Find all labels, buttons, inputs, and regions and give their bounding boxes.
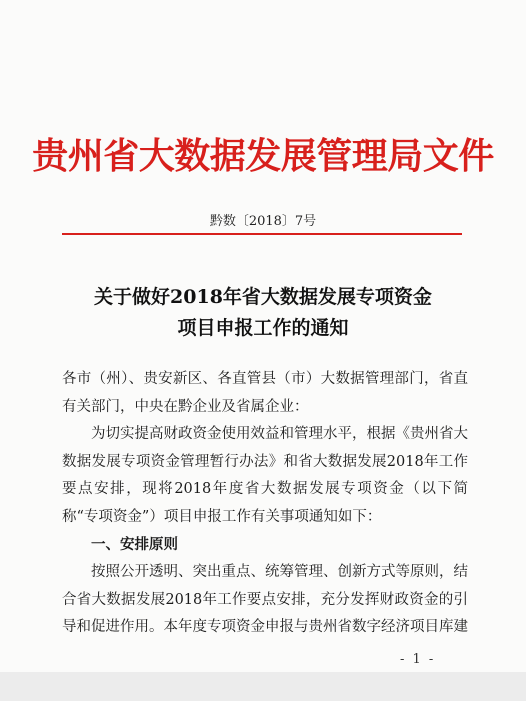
paragraph-2: 按照公开透明、突出重点、统筹管理、创新方式等原则，结合省大数据发展2018年工作要点安排，充分发挥财政资金的引导和促进作用。本年度专项资金申报与贵州省数字经济项目库建 [62, 564, 468, 636]
page-number: - 1 - [400, 652, 436, 667]
document-number: 黔数〔2018〕7号 [209, 214, 317, 229]
title-line-2: 项目申报工作的通知 [177, 317, 349, 339]
addressee: 各市（州）、贵安新区、各直管县（市）大数据管理部门，省直有关部门，中央在黔企业及省属企业： [62, 371, 468, 415]
document-body [62, 366, 468, 642]
title-line-1: 关于做好2018年省大数据发展专项资金 [94, 286, 432, 308]
issuer-header: 贵州省大数据发展管理局文件 [32, 136, 494, 177]
paragraph-1: 为切实提高财政资金使用效益和管理水平，根据《贵州省大数据发展专项资金管理暂行办法》和省大数据发展2018年工作要点安排，现将2018年度省大数据发展专项资金（以下简称“专项资金”）项目申报工作有关事项通知如下： [62, 426, 468, 525]
header-divider [62, 233, 462, 235]
document-title [0, 282, 526, 344]
section-1-heading: 一、安排原则 [91, 536, 178, 553]
